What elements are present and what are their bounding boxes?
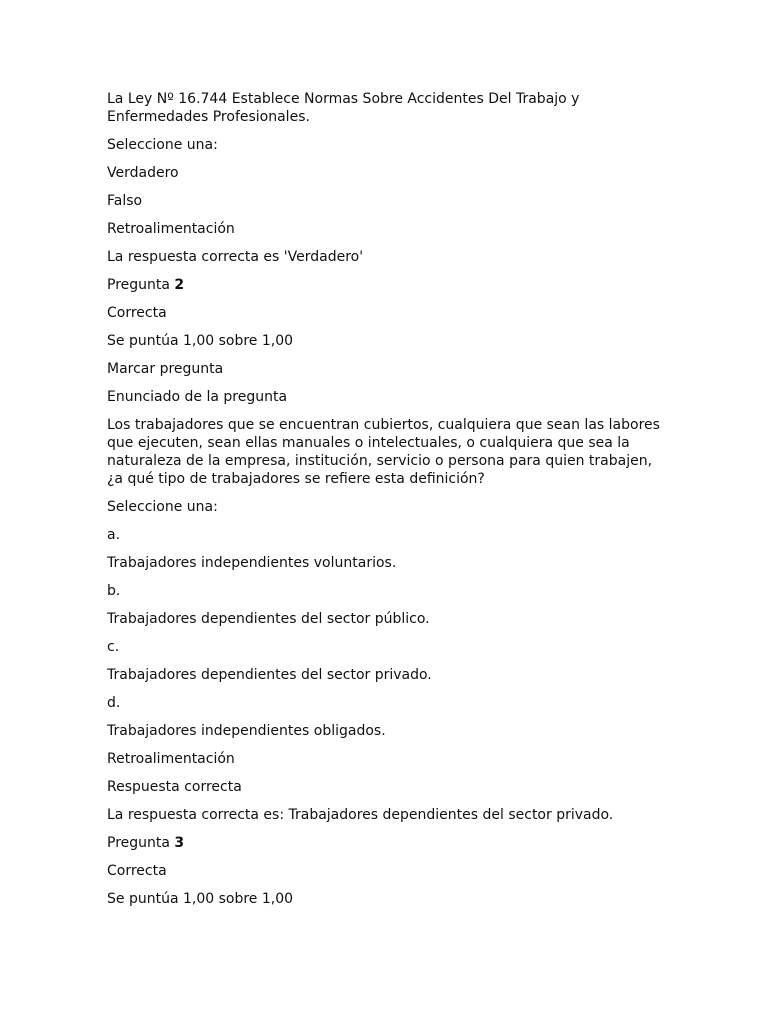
q2-correct-answer: La respuesta correcta es: Trabajadores dependientes del sector privado. [107, 807, 614, 823]
q3-label: Pregunta [107, 835, 170, 851]
q2-label: Pregunta [107, 277, 170, 293]
q1-statement: La Ley Nº 16.744 Establece Normas Sobre Accidentes Del Trabajo y Enfermedades Profesionales. [107, 91, 580, 125]
q2-statement-label: Enunciado de la pregunta [107, 389, 288, 405]
q2-feedback-label: Retroalimentación [107, 751, 235, 767]
q3-score: Se puntúa 1,00 sobre 1,00 [107, 891, 294, 907]
q2-option-c-text: Trabajadores dependientes del sector privado. [107, 667, 432, 683]
q3-status: Correcta [107, 863, 167, 879]
q2-flag: Marcar pregunta [107, 361, 224, 377]
q2-option-c-letter: c. [107, 639, 120, 655]
q2-status: Correcta [107, 305, 167, 321]
q2-option-d-text: Trabajadores independientes obligados. [107, 723, 386, 739]
q1-select-prompt: Seleccione una: [107, 137, 218, 153]
q2-option-d-letter: d. [107, 695, 121, 711]
q2-score: Se puntúa 1,00 sobre 1,00 [107, 333, 294, 349]
q1-option-false: Falso [107, 193, 143, 209]
q1-option-true: Verdadero [107, 165, 179, 181]
q2-select-prompt: Seleccione una: [107, 499, 218, 515]
q2-heading [107, 276, 667, 294]
q3-heading [107, 834, 667, 852]
q2-option-b-text: Trabajadores dependientes del sector público. [107, 611, 430, 627]
q2-feedback-result: Respuesta correcta [107, 779, 242, 795]
q3-number: 3 [174, 835, 185, 851]
q2-number: 2 [174, 277, 185, 293]
q1-feedback-label: Retroalimentación [107, 221, 235, 237]
q2-option-b-letter: b. [107, 583, 121, 599]
q2-option-a-letter: a. [107, 527, 121, 543]
q2-statement: Los trabajadores que se encuentran cubiertos, cualquiera que sean las labores que ejecuten, sean ellas manuales o intelectuales, o cualquiera que sea la naturaleza de la empresa, institución, servicio o persona para quien trabajen, ¿a qué tipo de trabajadores se refiere esta definición? [107, 417, 660, 487]
q1-correct-answer: La respuesta correcta es 'Verdadero' [107, 249, 364, 265]
document-content [107, 90, 667, 918]
q2-option-a-text: Trabajadores independientes voluntarios. [107, 555, 397, 571]
